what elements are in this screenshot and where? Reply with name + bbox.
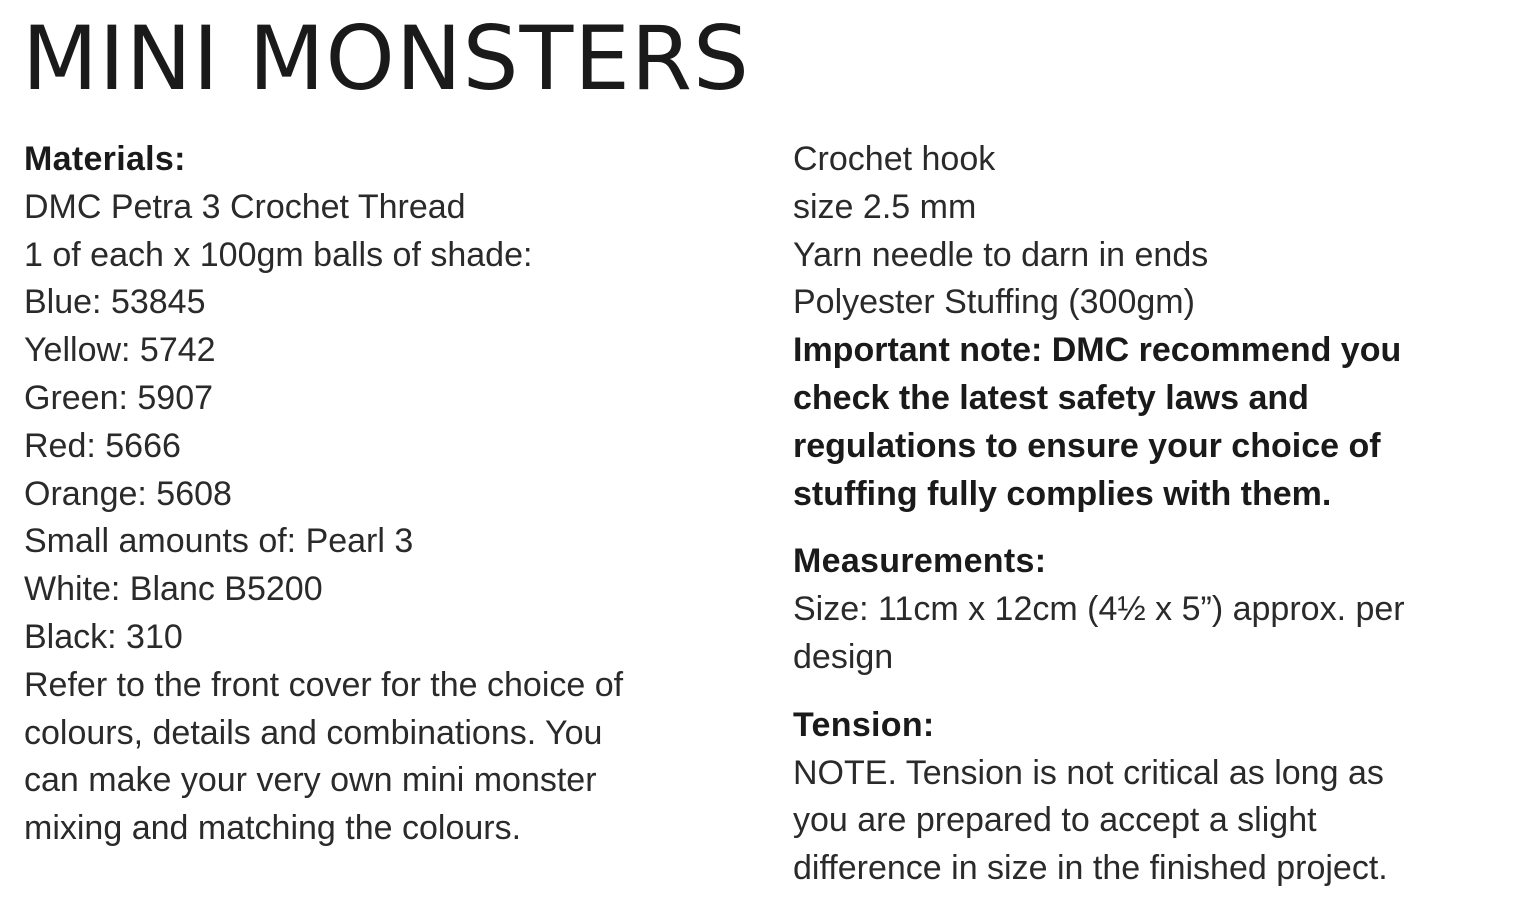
right-column <box>793 136 1508 893</box>
material-line: Yarn needle to darn in ends <box>793 235 1209 274</box>
section-spacer <box>793 682 1508 702</box>
measurements-line: design <box>793 637 894 676</box>
material-line: size 2.5 mm <box>793 187 977 226</box>
tension-line: you are prepared to accept a slight <box>793 801 1317 840</box>
material-line: DMC Petra 3 Crochet Thread <box>24 187 466 226</box>
material-line: mixing and matching the colours. <box>24 809 522 848</box>
tension-heading: Tension: <box>793 705 935 744</box>
material-line: Red: 5666 <box>24 426 181 465</box>
material-line: Crochet hook <box>793 140 996 178</box>
section-spacer <box>793 518 1508 538</box>
material-line: Yellow: 5742 <box>24 331 216 370</box>
left-column <box>24 136 744 853</box>
material-line: Black: 310 <box>24 617 183 656</box>
tension-line: difference in size in the finished project. <box>793 849 1388 888</box>
material-line: can make your very own mini monster <box>24 761 597 800</box>
material-line: Blue: 53845 <box>24 283 206 322</box>
material-line: 1 of each x 100gm balls of shade: <box>24 235 533 274</box>
measurements-heading: Measurements: <box>793 542 1047 581</box>
material-line: Polyester Stuffing (300gm) <box>793 283 1195 322</box>
material-line: Green: 5907 <box>24 378 214 417</box>
measurements-line: Size: 11cm x 12cm (4½ x 5”) approx. per <box>793 590 1405 629</box>
material-line: colours, details and combinations. You <box>24 713 603 752</box>
important-note-line: check the latest safety laws and <box>793 378 1309 417</box>
tension-line: NOTE. Tension is not critical as long as <box>793 753 1384 792</box>
material-line: Refer to the front cover for the choice of <box>24 665 624 704</box>
material-line: Small amounts of: Pearl 3 <box>24 522 414 561</box>
material-line: White: Blanc B5200 <box>24 570 323 609</box>
material-line: Orange: 5608 <box>24 474 232 513</box>
important-note-line: Important note: DMC recommend you <box>793 331 1402 370</box>
important-note-line: regulations to ensure your choice of <box>793 426 1381 465</box>
page-title: MINI MONSTERS <box>22 7 750 110</box>
materials-heading: Materials: <box>24 140 186 178</box>
important-note-line: stuffing fully complies with them. <box>793 474 1332 513</box>
